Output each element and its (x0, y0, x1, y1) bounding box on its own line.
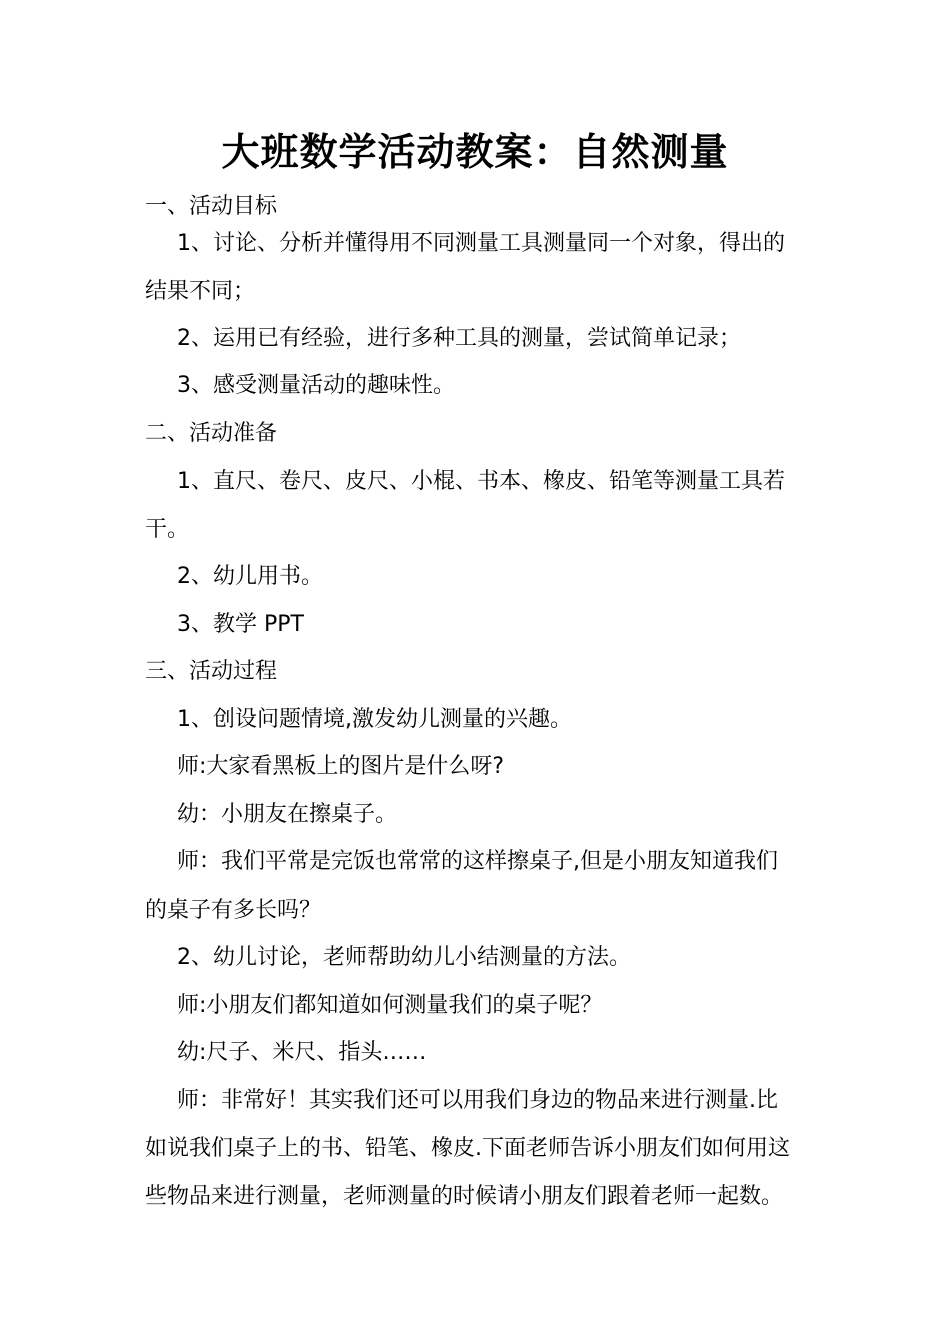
page-title: 大班数学活动教案：自然测量 (221, 130, 729, 174)
paragraph-line: 幼：小朋友在擦桌子。 (177, 802, 398, 827)
paragraph-line: 如说我们桌子上的书、铅笔、橡皮.下面老师告诉小朋友们如何用这 (145, 1136, 790, 1161)
paragraph-line: 的桌子有多长吗？ (145, 898, 322, 923)
paragraph-line: 3、教学 PPT (177, 612, 304, 637)
paragraph-line: 2、幼儿用书。 (177, 564, 323, 589)
section-heading-goals: 一、活动目标 (145, 194, 278, 219)
paragraph-line: 1、讨论、分析并懂得用不同测量工具测量同一个对象，得出的 (177, 231, 785, 256)
paragraph-line: 2、运用已有经验，进行多种工具的测量，尝试简单记录； (177, 326, 741, 351)
paragraph-line: 些物品来进行测量，老师测量的时候请小朋友们跟着老师一起数。 (145, 1184, 784, 1209)
paragraph-line: 3、感受测量活动的趣味性。 (177, 373, 455, 398)
paragraph-line: 干。 (145, 517, 190, 542)
section-heading-process: 三、活动过程 (145, 659, 278, 684)
paragraph-line: 2、幼儿讨论，老师帮助幼儿小结测量的方法。 (177, 945, 631, 970)
paragraph-line: 师：我们平常是完饭也常常的这样擦桌子,但是小朋友知道我们 (177, 849, 778, 874)
paragraph-line: 结果不同； (145, 279, 256, 304)
paragraph-line: 师:大家看黑板上的图片是什么呀? (177, 754, 505, 779)
section-heading-preparation: 二、活动准备 (145, 421, 278, 446)
paragraph-line: 师：非常好！其实我们还可以用我们身边的物品来进行测量.比 (177, 1088, 778, 1113)
paragraph-line: 1、创设问题情境,激发幼儿测量的兴趣。 (177, 707, 572, 732)
paragraph-line: 1、直尺、卷尺、皮尺、小棍、书本、橡皮、铅笔等测量工具若 (177, 469, 785, 494)
paragraph-line: 师:小朋友们都知道如何测量我们的桌子呢？ (177, 993, 603, 1018)
paragraph-line: 幼:尺子、米尺、指头…… (177, 1040, 427, 1065)
